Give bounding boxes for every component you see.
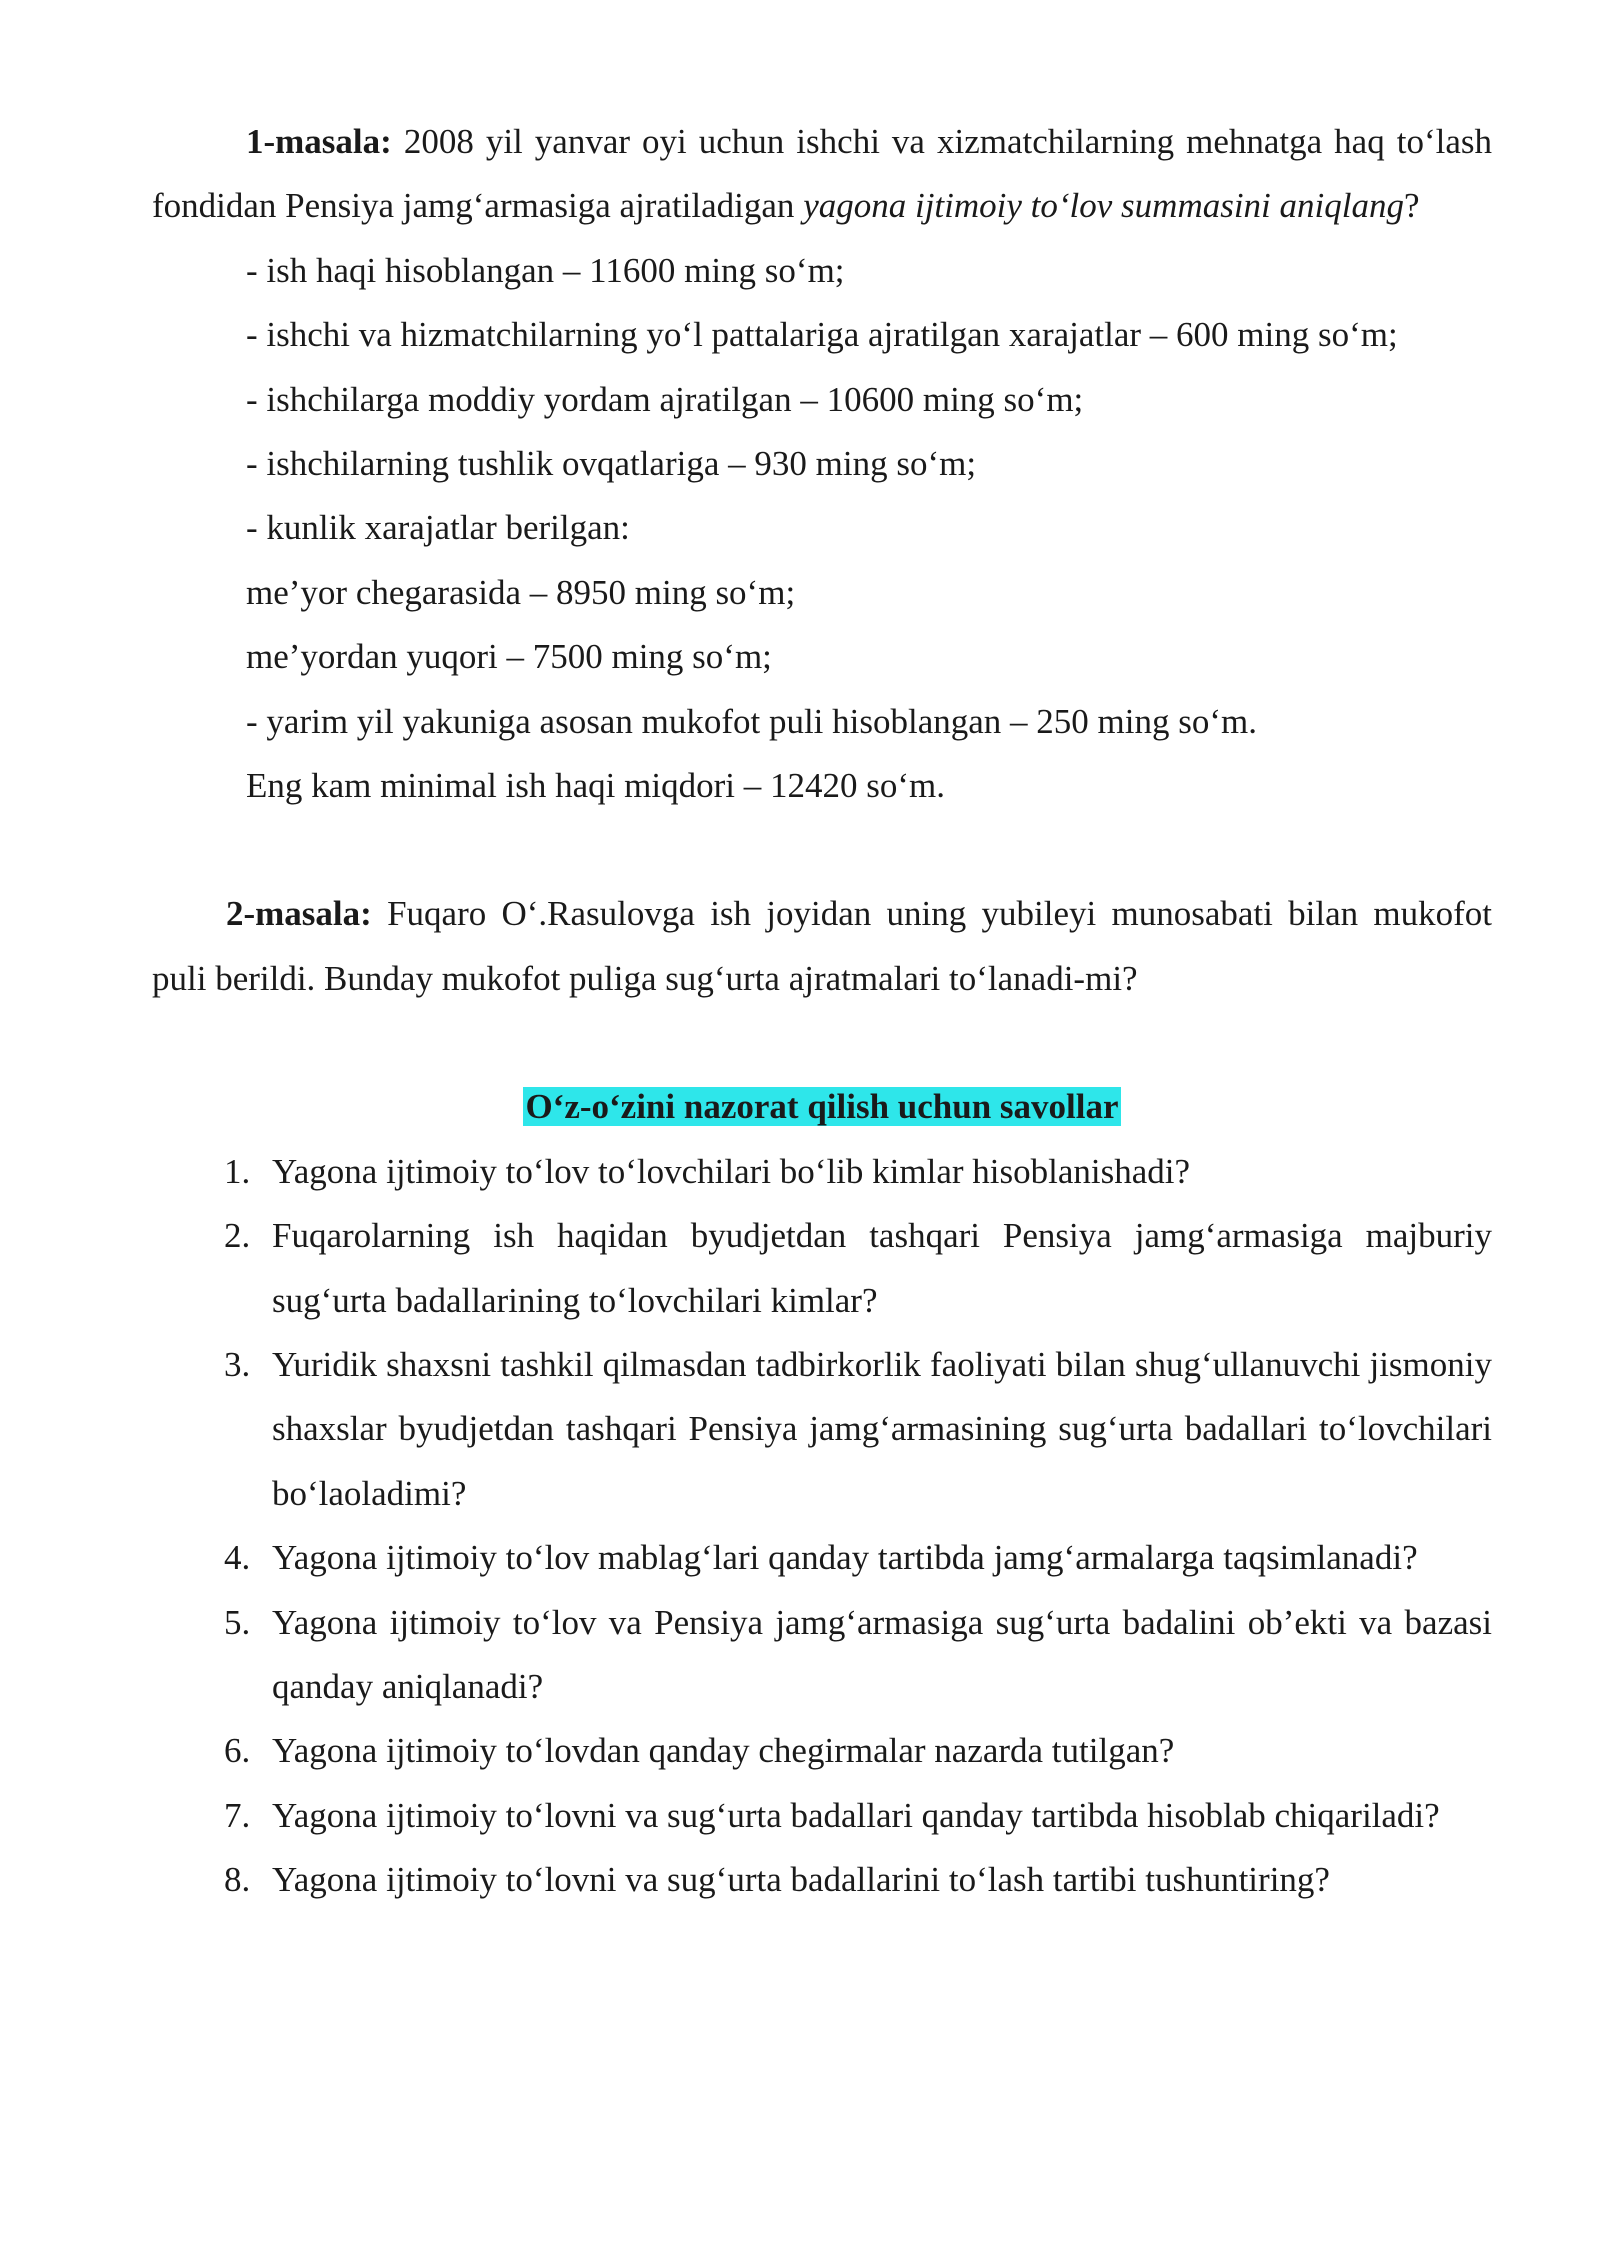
task1-label: 1-masala: — [246, 122, 392, 161]
task1-line: me’yor chegarasida – 8950 ming so‘m; — [246, 572, 796, 612]
question-number: 1. — [224, 1151, 251, 1191]
question-number: 5. — [224, 1602, 251, 1642]
question-text: Yagona ijtimoiy to‘lovdan qanday chegirmalar nazarda tutilgan? — [272, 1731, 1175, 1771]
question-text: Yuridik shaxsni tashkil qilmasdan tadbirkorlik faoliyati bilan shug‘ullanuvchi jismoniy shaxslar byudjetdan tashqari Pensiya jamg‘armasining sug‘urta badallari to‘lovchilari bo‘laoladimi? — [272, 1344, 1492, 1513]
question-text: Yagona ijtimoiy to‘lov va Pensiya jamg‘armasiga sug‘urta badalini ob’ekti va bazasi qanday aniqlanadi? — [272, 1602, 1492, 1706]
questions-heading — [152, 1075, 1492, 1139]
task1-text-italic: yagona ijtimoiy to‘lov summasini aniqlang — [803, 186, 1404, 226]
questions-heading-text: O‘z-o‘zini nazorat qilish uchun savollar — [525, 1087, 1119, 1127]
question-text: Fuqarolarning ish haqidan byudjetdan tashqari Pensiya jamg‘armasiga majburiy sug‘urta badallarining to‘lovchilari kimlar? — [272, 1216, 1492, 1320]
question-item — [152, 1784, 1492, 1848]
task1-line: me’yordan yuqori – 7500 ming so‘m; — [246, 637, 772, 677]
task1-text-end: ? — [1403, 186, 1420, 226]
spacer — [152, 818, 1492, 882]
question-text: Yagona ijtimoiy to‘lovni va sug‘urta badallarini to‘lash tartibi tushuntiring? — [272, 1860, 1330, 1900]
question-text: Yagona ijtimoiy to‘lov to‘lovchilari bo‘lib kimlar hisoblanishadi? — [272, 1151, 1190, 1191]
question-item — [152, 1204, 1492, 1333]
task1-text-start: 2008 yil yanvar oyi uchun ishchi va xizmatchilarning mehnatga haq to‘lash fondidan Pensiya jamg‘armasiga ajratiladigan — [152, 122, 1492, 226]
question-item — [152, 1333, 1492, 1526]
task1-line: - ish haqi hisoblangan – 11600 ming so‘m; — [246, 250, 845, 290]
task1-line: - ishchi va hizmatchilarning yo‘l pattalariga ajratilgan xarajatlar – 600 ming so‘m; — [246, 315, 1398, 355]
question-text: Yagona ijtimoiy to‘lov mablag‘lari qanday tartibda jamg‘armalarga taqsimlanadi? — [272, 1538, 1418, 1578]
question-number: 8. — [224, 1860, 251, 1900]
task2-paragraph — [152, 882, 1492, 1011]
question-number: 7. — [224, 1795, 251, 1835]
task1-line: - yarim yil yakuniga asosan mukofot puli hisoblangan – 250 ming so‘m. — [246, 701, 1257, 741]
question-item — [152, 1591, 1492, 1720]
question-number: 6. — [224, 1731, 251, 1771]
spacer — [152, 1011, 1492, 1075]
question-text: Yagona ijtimoiy to‘lovni va sug‘urta badallari qanday tartibda hisoblab chiqariladi? — [272, 1795, 1440, 1835]
task2-label: 2-masala: — [226, 894, 372, 934]
question-item — [152, 1140, 1492, 1204]
task1-line: - ishchilarga moddiy yordam ajratilgan – 10600 ming so‘m; — [246, 379, 1084, 419]
task1-paragraph — [152, 110, 1492, 239]
question-number: 3. — [224, 1344, 251, 1384]
task1-line: - kunlik xarajatlar berilgan: — [246, 508, 630, 548]
question-item — [152, 1526, 1492, 1590]
questions-list — [152, 1140, 1492, 1913]
question-number: 2. — [224, 1216, 251, 1256]
task1-line: Eng kam minimal ish haqi miqdori – 12420 so‘m. — [246, 766, 945, 806]
document-page — [152, 110, 1492, 1913]
question-number: 4. — [224, 1538, 251, 1578]
task2-text: Fuqaro O‘.Rasulovga ish joyidan uning yubileyi munosabati bilan mukofot puli berildi. Bunday mukofot puliga sug‘urta ajratmalari to‘lanadi-mi? — [152, 894, 1492, 998]
question-item — [152, 1848, 1492, 1912]
question-item — [152, 1719, 1492, 1783]
task1-line: - ishchilarning tushlik ovqatlariga – 930 ming so‘m; — [246, 444, 977, 484]
